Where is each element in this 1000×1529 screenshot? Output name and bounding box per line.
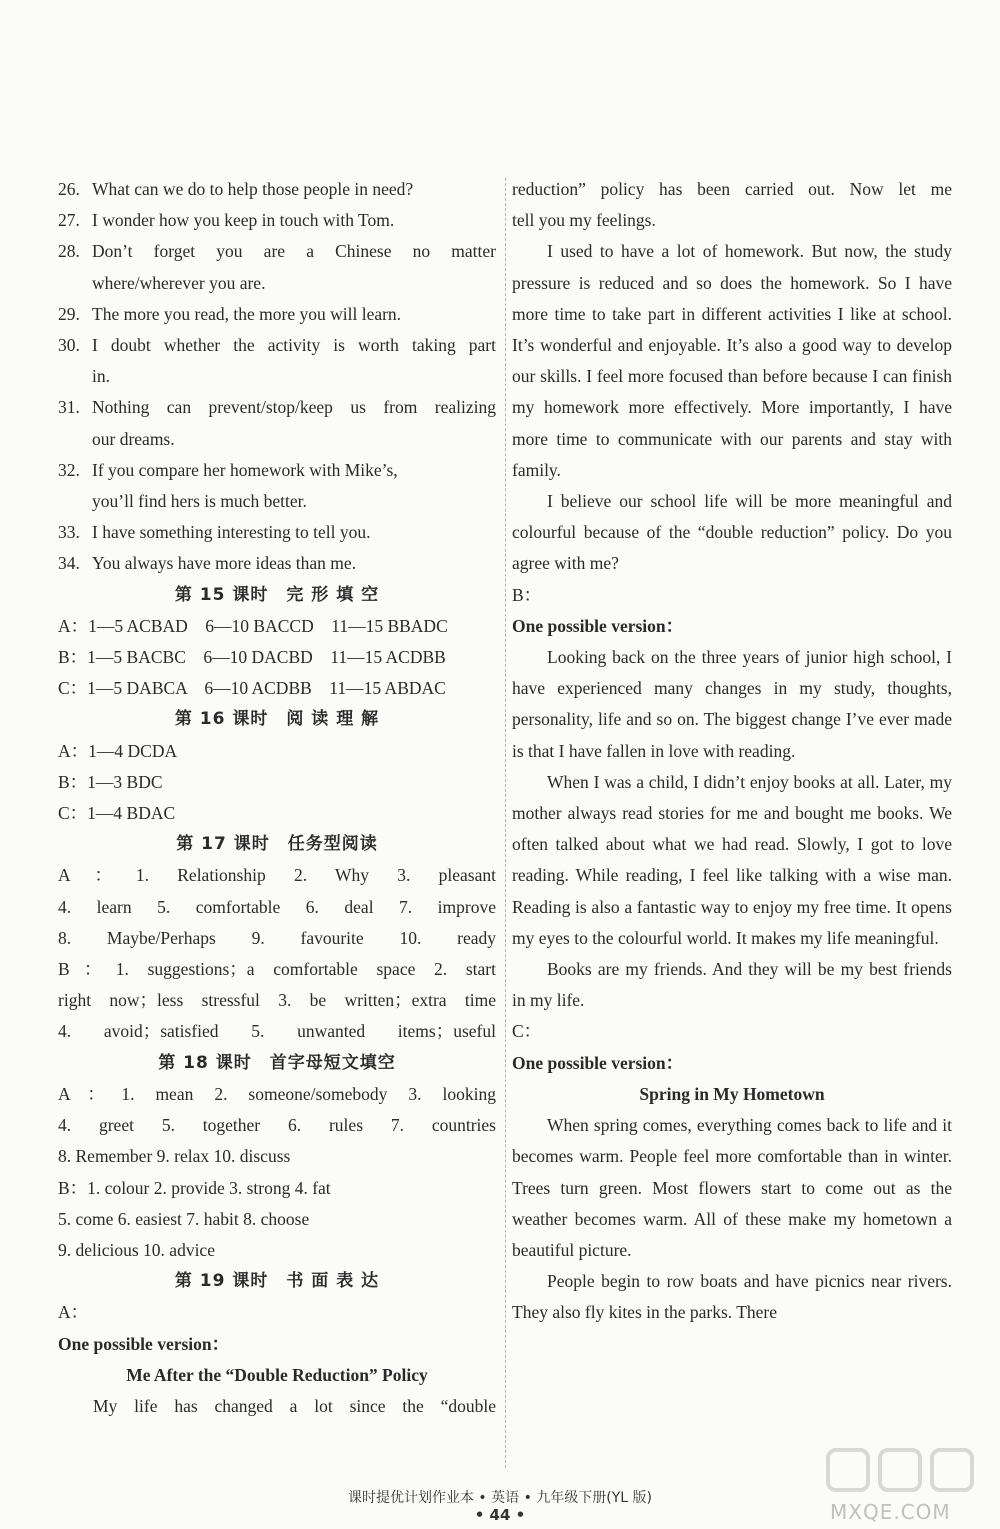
answer-32: 32. If you compare her homework with Mike’s,	[58, 459, 398, 480]
possible-version-label: One possible version：	[512, 1052, 684, 1073]
left-column	[58, 174, 496, 1422]
answer-27: 27. I wonder how you keep in touch with Tom.	[58, 210, 395, 231]
lesson-18-line: 8. Remember 9. relax 10. discuss	[58, 1146, 291, 1167]
lesson-18-line: 5. come 6. easiest 7. habit 8. choose	[58, 1208, 310, 1229]
lesson-16-c: C：1—4 BDAC	[58, 803, 176, 824]
lesson-15-b: B：1—5 BACBC 6—10 DACBD 11—15 ACDBB	[58, 647, 446, 668]
essay-paragraph: When I was a child, I didn’t enjoy books at all. Later, my mother always read stories for me and bought me books. We often talked about what we had read. Slowly, I got to love reading. While reading, I feel like talking with a wise man. Reading is also a fantastic way to enjoy my free time. It opens my eyes to the colourful world. It makes my life meaningful.	[512, 771, 952, 948]
answer-26: 26. What can we do to help those people in need?	[58, 179, 414, 199]
book-title-footer: 课时提优计划作业本 • 英语 • 九年级下册(YL 版)	[347, 1490, 653, 1506]
lesson-17-line: right now；less stressful 3. be written；extra time	[58, 990, 496, 1011]
essay-continued-line: reduction” policy has been carried out. Now let me	[512, 179, 952, 199]
lesson-16-heading: 第 16 课时 阅 读 理 解	[174, 709, 380, 730]
lesson-18-line: A：1. mean 2. someone/somebody 3. looking	[58, 1083, 496, 1104]
essay-paragraph: When spring comes, everything comes back to life and it becomes warm. People feel more comfortable than in winter. Trees turn green. Most flowers start to come out as the weather becomes warm. All of these make my hometown a beautiful picture.	[512, 1115, 952, 1260]
essay-title: Spring in My Hometown	[639, 1083, 825, 1104]
essay-paragraph: My life has changed a lot since the “double	[93, 1395, 496, 1416]
lesson-18-line: 9. delicious 10. advice	[58, 1239, 215, 1260]
lesson-16-b: B：1—3 BDC	[58, 771, 163, 792]
essay-title: Me After the “Double Reduction” Policy	[126, 1364, 428, 1385]
lesson-18-line: B：1. colour 2. provide 3. strong 4. fat	[58, 1177, 331, 1198]
lesson-17-heading: 第 17 课时 任务型阅读	[176, 834, 378, 855]
answer-33: 33. I have something interesting to tell you.	[58, 522, 371, 543]
essay-paragraph: Looking back on the three years of junior high school, I have experienced many changes in my study, thoughts, personality, life and so on. The biggest change I’ve ever made is that I have fallen in love with reading.	[512, 647, 952, 761]
lesson-17-line: A：1. Relationship 2. Why 3. pleasant	[58, 865, 496, 886]
essay-paragraph: People begin to row boats and have picnics near rivers. They also fly kites in the parks. There	[512, 1271, 952, 1323]
lesson-17-line: 4. avoid；satisfied 5. unwanted items；useful	[58, 1021, 496, 1042]
answer-28-cont: where/wherever you are.	[92, 272, 266, 293]
possible-version-label: One possible version：	[58, 1333, 230, 1354]
answer-30: 30. I doubt whether the activity is worth taking part	[58, 335, 496, 356]
answer-32-cont: you’ll find hers is much better.	[92, 491, 307, 512]
answer-31: 31. Nothing can prevent/stop/keep us from realizing	[58, 397, 496, 418]
essay-paragraph: Books are my friends. And they will be my best friends in my life.	[512, 959, 952, 1011]
column-divider	[505, 178, 506, 1468]
lesson-19-heading: 第 19 课时 书 面 表 达	[174, 1271, 380, 1292]
page-number: • 44 •	[474, 1506, 526, 1524]
lesson-18-heading: 第 18 课时 首字母短文填空	[158, 1052, 396, 1073]
possible-version-label: One possible version：	[512, 615, 684, 636]
answer-29: 29. The more you read, the more you will learn.	[58, 303, 402, 324]
section-c-label: C：	[512, 1021, 542, 1042]
lesson-17-line: 4. learn 5. comfortable 6. deal 7. improve	[58, 896, 496, 917]
essay-continued-line: tell you my feelings.	[512, 210, 656, 231]
lesson-15-a: A：1—5 ACBAD 6—10 BACCD 11—15 BBADC	[58, 615, 448, 636]
lesson-18-line: 4. greet 5. together 6. rules 7. countries	[58, 1115, 496, 1136]
lesson-16-a: A：1—4 DCDA	[58, 740, 178, 761]
lesson-17-line: 8. Maybe/Perhaps 9. favourite 10. ready	[58, 927, 496, 948]
answer-31-cont: our dreams.	[92, 428, 175, 449]
right-column	[512, 174, 952, 1329]
lesson-17-line: B：1. suggestions；a comfortable space 2. start	[58, 959, 496, 980]
answer-34: 34. You always have more ideas than me.	[58, 553, 357, 574]
lesson-19-a-label: A：	[58, 1302, 89, 1323]
answer-28: 28. Don’t forget you are a Chinese no matter	[58, 241, 496, 262]
essay-paragraph: I used to have a lot of homework. But now, the study pressure is reduced and so does the homework. So I have more time to take part in different activities I like at school. It’s wonderful and enjoyable. It’s also a good way to develop our skills. I feel more focused than before because I can finish my homework more effectively. More importantly, I have more time to communicate with our parents and stay with family.	[512, 241, 952, 480]
section-b-label: B：	[512, 584, 542, 605]
watermark-text: MXQE.COM	[830, 1500, 951, 1524]
answer-30-cont: in.	[92, 366, 110, 387]
essay-paragraph: I believe our school life will be more meaningful and colourful because of the “double reduction” policy. Do you agree with me?	[512, 491, 952, 574]
lesson-15-heading: 第 15 课时 完 形 填 空	[174, 584, 380, 605]
lesson-15-c: C：1—5 DABCA 6—10 ACDBB 11—15 ABDAC	[58, 678, 446, 699]
